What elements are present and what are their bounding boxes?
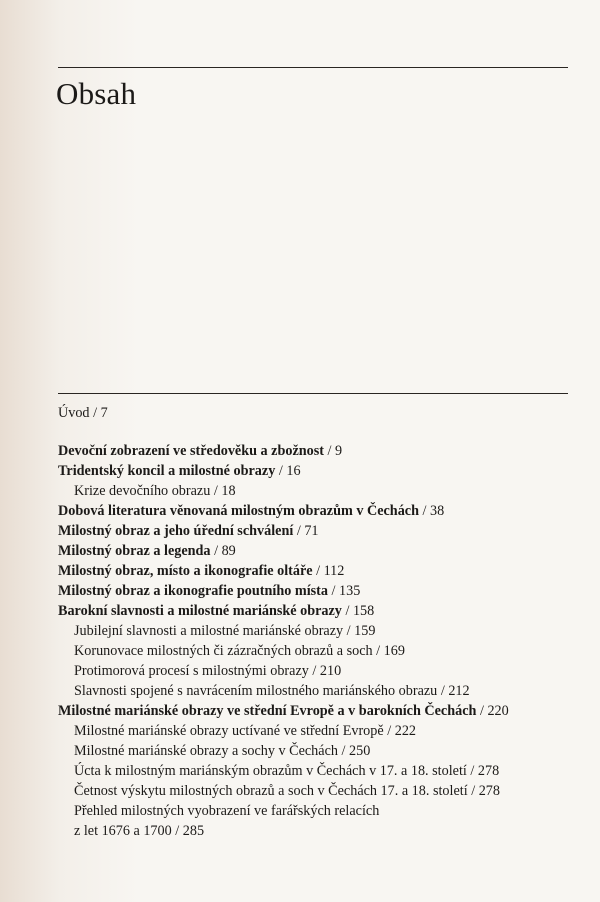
toc-subentry[interactable]: Protimorová procesí s milostnými obrazy / 210 [74,663,342,679]
toc-entry-title: Krize devočního obrazu [74,483,211,499]
top-rule [58,67,568,68]
toc-entry-page: 169 [383,643,405,659]
toc-entry-intro[interactable]: Úvod / 7 [58,405,108,421]
toc-subentry[interactable]: Úcta k milostným mariánským obrazům v Čechách v 17. a 18. století / 278 [74,763,500,779]
toc-subentry[interactable] [58,801,578,821]
toc-entry-page: 222 [394,723,416,739]
toc-entry-title: Tridentský koncil a milostné obrazy [58,463,276,479]
toc-subentry[interactable]: Slavnosti spojené s navrácením milostného mariánského obrazu / 212 [74,683,470,699]
toc-entry-page: 212 [448,683,470,699]
toc-entry-page: 278 [478,783,500,799]
toc-entry-page: 285 [182,823,205,839]
toc-entry-page: 135 [339,583,361,599]
toc-entry-page: 220 [487,703,509,719]
toc-subentry-continuation[interactable]: z let 1676 a 1700 / 285 [74,823,205,839]
toc-entry[interactable]: Milostný obraz a jeho úřední schválení / 71 [58,523,319,539]
toc-entry[interactable]: Barokní slavnosti a milostné mariánské obrazy / 158 [58,603,375,619]
toc-entry-title: Úcta k milostným mariánským obrazům v Čechách v 17. a 18. století [74,763,467,779]
toc-entry[interactable]: Devoční zobrazení ve středověku a zbožnost / 9 [58,443,343,459]
toc-entry-title-continuation: z let 1676 a 1700 [74,823,172,839]
toc-entry-title: Milostný obraz, místo a ikonografie oltáře [58,563,313,579]
toc-subentry[interactable]: Milostné mariánské obrazy uctívané ve střední Evropě / 222 [74,723,416,739]
toc-entry-title: Milostné mariánské obrazy a sochy v Čechách [74,743,338,759]
page-title: Obsah [56,76,137,111]
toc-entry-page: 89 [221,543,236,559]
toc-entry-title: Milostný obraz a legenda [58,543,211,559]
toc-entry[interactable]: Dobová literatura věnovaná milostným obrazům v Čechách / 38 [58,503,445,519]
toc-entry-title: Korunovace milostných či zázračných obrazů a soch [74,643,373,659]
table-of-contents [58,403,578,841]
toc-entry-title: Milostné mariánské obrazy ve střední Evropě a v barokních Čechách [58,703,477,719]
toc-entry-title: Milostný obraz a ikonografie poutního místa [58,583,328,599]
toc-subentry[interactable]: Jubilejní slavnosti a milostné mariánské obrazy / 159 [74,623,376,639]
toc-entry-page: 38 [430,503,445,519]
toc-entry-page: 250 [349,743,371,759]
toc-entry-title: Přehled milostných vyobrazení ve farářských relacích [74,803,380,819]
toc-entry-title: Dobová literatura věnovaná milostným obrazům v Čechách [58,503,419,519]
toc-entry-title: Jubilejní slavnosti a milostné mariánské obrazy [74,623,344,639]
section-rule [58,393,568,394]
toc-entry-page: 112 [323,563,345,579]
toc-entry[interactable]: Milostný obraz, místo a ikonografie oltáře / 112 [58,563,345,579]
toc-entry-title: Slavnosti spojené s navrácením milostného mariánského obrazu [74,683,438,699]
toc-entry[interactable]: Milostné mariánské obrazy ve střední Evropě a v barokních Čechách / 220 [58,703,509,719]
toc-subentry[interactable]: Korunovace milostných či zázračných obrazů a soch / 169 [74,643,405,659]
toc-entry[interactable]: Milostný obraz a legenda / 89 [58,543,236,559]
toc-entry-page: 159 [354,623,376,639]
toc-entry-title: Milostné mariánské obrazy uctívané ve střední Evropě [74,723,384,739]
toc-entry-title: Barokní slavnosti a milostné mariánské obrazy [58,603,342,619]
toc-entry-page: 210 [319,663,342,679]
toc-entry[interactable]: Tridentský koncil a milostné obrazy / 16 [58,463,301,479]
toc-entry-title: Milostný obraz a jeho úřední schválení [58,523,294,539]
toc-entry-title: Četnost výskytu milostných obrazů a soch v Čechách 17. a 18. století [74,783,468,799]
toc-subentry[interactable]: Krize devočního obrazu / 18 [74,483,236,499]
toc-entry-page: 9 [335,443,343,459]
toc-subentry[interactable]: Četnost výskytu milostných obrazů a soch v Čechách 17. a 18. století / 278 [74,783,500,799]
toc-entry-page: 71 [304,523,319,539]
toc-entry-page: 278 [477,763,500,779]
toc-entry-title: Protimorová procesí s milostnými obrazy [74,663,309,679]
toc-entry-page: 158 [352,603,375,619]
toc-entry-page: 16 [286,463,301,479]
toc-entry-title: Devoční zobrazení ve středověku a zbožnost [58,443,324,459]
toc-entry-title: Úvod [58,405,90,421]
toc-subentry[interactable]: Milostné mariánské obrazy a sochy v Čechách / 250 [74,743,371,759]
toc-entry[interactable]: Milostný obraz a ikonografie poutního místa / 135 [58,583,361,599]
toc-entry-page: 18 [221,483,236,499]
toc-entry-page: 7 [100,405,108,421]
